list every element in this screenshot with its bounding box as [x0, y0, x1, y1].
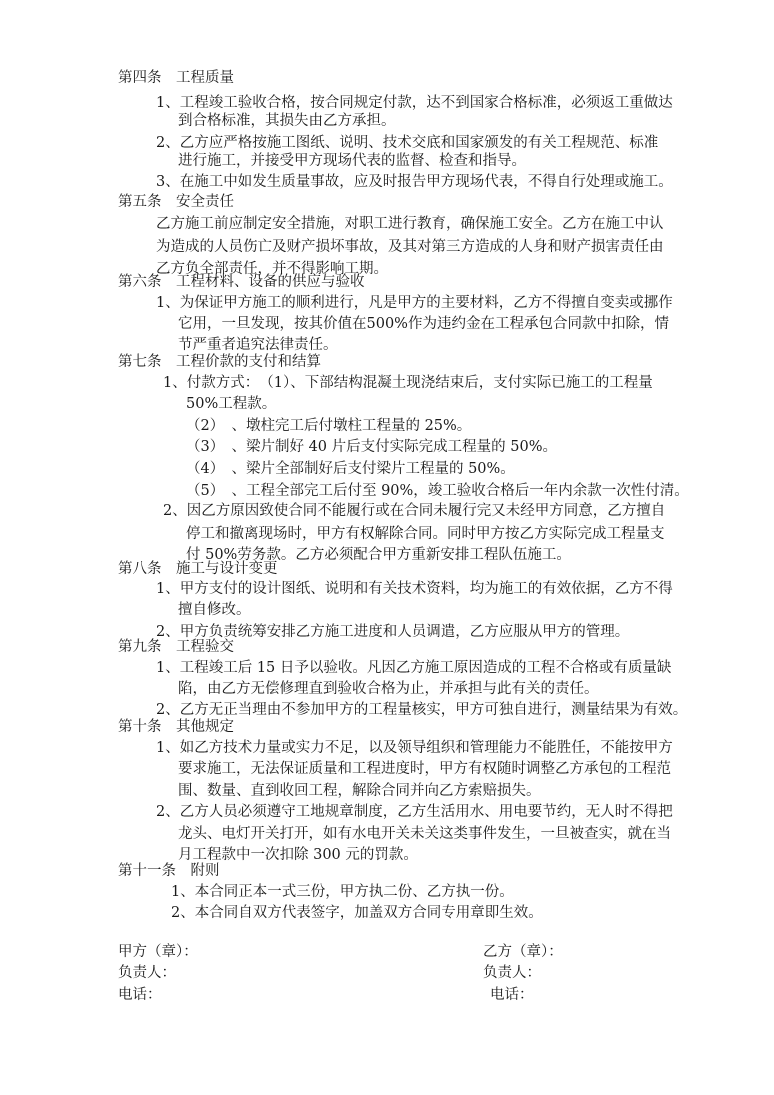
party-b-responsible-label: 负责人：: [483, 965, 541, 981]
article-5-para-line-1: 乙方施工前应制定安全措施，对职工进行教育，确保施工安全。乙方在施工中认: [156, 216, 664, 232]
article-8-item-1-line-1: 1、甲方支付的设计图纸、说明和有关技术资料，均为施工的有效依据，乙方不得: [156, 581, 673, 597]
article-10-item-1-line-1: 1、如乙方技术力量或实力不足，以及领导组织和管理能力不能胜任，不能按甲方: [156, 740, 673, 756]
article-10-item-2-line-1: 2、乙方人员必须遵守工地规章制度，乙方生活用水、用电要节约，无人时不得把: [156, 804, 673, 820]
article-7-sub-2: （2） 、墩柱完工后付墩柱工程量的 25%。: [186, 418, 472, 434]
article-8-item-1-line-2: 擅自修改。: [178, 602, 251, 618]
article-7-item-1-line-1: 1、付款方式： （1）、下部结构混凝土现浇结束后，支付实际已施工的工程量: [163, 375, 653, 391]
article-4-heading: 第四条 工程质量: [118, 70, 234, 86]
article-7-item-1-line-2: 50%工程款。: [186, 396, 277, 412]
article-6-heading: 第六条 工程材料、设备的供应与验收: [118, 274, 365, 290]
article-11-item-1: 1、本合同正本一式三份，甲方执二份、乙方执一份。: [171, 884, 514, 900]
article-10-item-1-line-3: 围、数量、直到收回工程，解除合同并向乙方索赔损失。: [178, 783, 541, 799]
party-b-seal-label: 乙方（章）：: [483, 944, 563, 960]
article-9-heading: 第九条 工程验交: [118, 639, 234, 655]
article-4-item-1-line-2: 到合格标准，其损失由乙方承担。: [178, 113, 396, 129]
article-11-heading: 第十一条 附则: [118, 863, 220, 879]
article-5-heading: 第五条 安全责任: [118, 194, 234, 210]
article-7-sub-5: （5） 、工程全部完工后付至 90%，竣工验收合格后一年内余款一次性付清。: [186, 483, 689, 499]
article-7-item-2-line-2: 停工和撤离现场时，甲方有权解除合同。同时甲方按乙方实际完成工程量支: [186, 526, 665, 542]
article-8-item-2: 2、甲方负责统筹安排乙方施工进度和人员调遣，乙方应服从甲方的管理。: [156, 624, 630, 640]
article-8-heading: 第八条 施工与设计变更: [118, 561, 278, 577]
article-4-item-3: 3、在施工中如发生质量事故，应及时报告甲方现场代表，不得自行处理或施工。: [156, 174, 673, 190]
article-7-heading: 第七条 工程价款的支付和结算: [118, 354, 321, 370]
party-b-phone-label: 电话：: [490, 987, 534, 1003]
article-10-item-2-line-2: 龙头、电灯开关打开，如有水电开关未关这类事件发生，一旦被查实，就在当: [178, 826, 671, 842]
article-5-para-line-3: 乙方负全部责任，并不得影响工期。: [156, 261, 388, 277]
article-11-item-2: 2、本合同自双方代表签字，加盖双方合同专用章即生效。: [171, 905, 543, 921]
article-4-item-1-line-1: 1、工程竣工验收合格，按合同规定付款，达不到国家合格标准，必须返工重做达: [156, 95, 673, 111]
article-9-item-1-line-1: 1、工程竣工后 15 日予以验收。凡因乙方施工原因造成的工程不合格或有质量缺: [156, 660, 672, 676]
article-4-item-2-line-1: 2、乙方应严格按施工图纸、说明、技术交底和国家颁发的有关工程规范、标准: [156, 135, 659, 151]
article-7-sub-4: （4） 、梁片全部制好后支付梁片工程量的 50%。: [186, 461, 515, 477]
article-4-item-2-line-2: 进行施工，并接受甲方现场代表的监督、检查和指导。: [178, 153, 526, 169]
party-a-responsible-label: 负责人：: [118, 965, 176, 981]
article-6-item-1-line-2: 它用，一旦发现，按其价值在500%作为违约金在工程承包合同款中扣除，情: [178, 316, 669, 332]
article-7-item-2-line-1: 2、因乙方原因致使合同不能履行或在合同未履行完又未经甲方同意，乙方擅自: [163, 503, 666, 519]
article-6-item-1-line-1: 1、为保证甲方施工的顺利进行，凡是甲方的主要材料，乙方不得擅自变卖或挪作: [156, 295, 673, 311]
article-5-para-line-2: 为造成的人员伤亡及财产损坏事故，及其对第三方造成的人身和财产损害责任由: [156, 239, 664, 255]
article-10-item-1-line-2: 要求施工，无法保证质量和工程进度时，甲方有权随时调整乙方承包的工程范: [178, 761, 671, 777]
article-10-heading: 第十条 其他规定: [118, 719, 234, 735]
article-7-sub-3: （3） 、梁片制好 40 片后支付实际完成工程量的 50%。: [186, 439, 557, 455]
article-6-item-1-line-3: 节严重者追究法律责任。: [178, 337, 338, 353]
party-a-phone-label: 电话：: [118, 987, 162, 1003]
party-a-seal-label: 甲方（章）：: [118, 944, 198, 960]
article-7-item-2-line-3: 付 50%劳务款。乙方必须配合甲方重新安排工程队伍施工。: [186, 547, 571, 563]
article-9-item-2: 2、乙方无正当理由不参加甲方的工程量核实，甲方可独自进行，测量结果为有效。: [156, 702, 688, 718]
article-10-item-2-line-3: 月工程款中一次扣除 300 元的罚款。: [178, 847, 418, 863]
article-9-item-1-line-2: 陷，由乙方无偿修理直到验收合格为止，并承担与此有关的责任。: [178, 681, 599, 697]
